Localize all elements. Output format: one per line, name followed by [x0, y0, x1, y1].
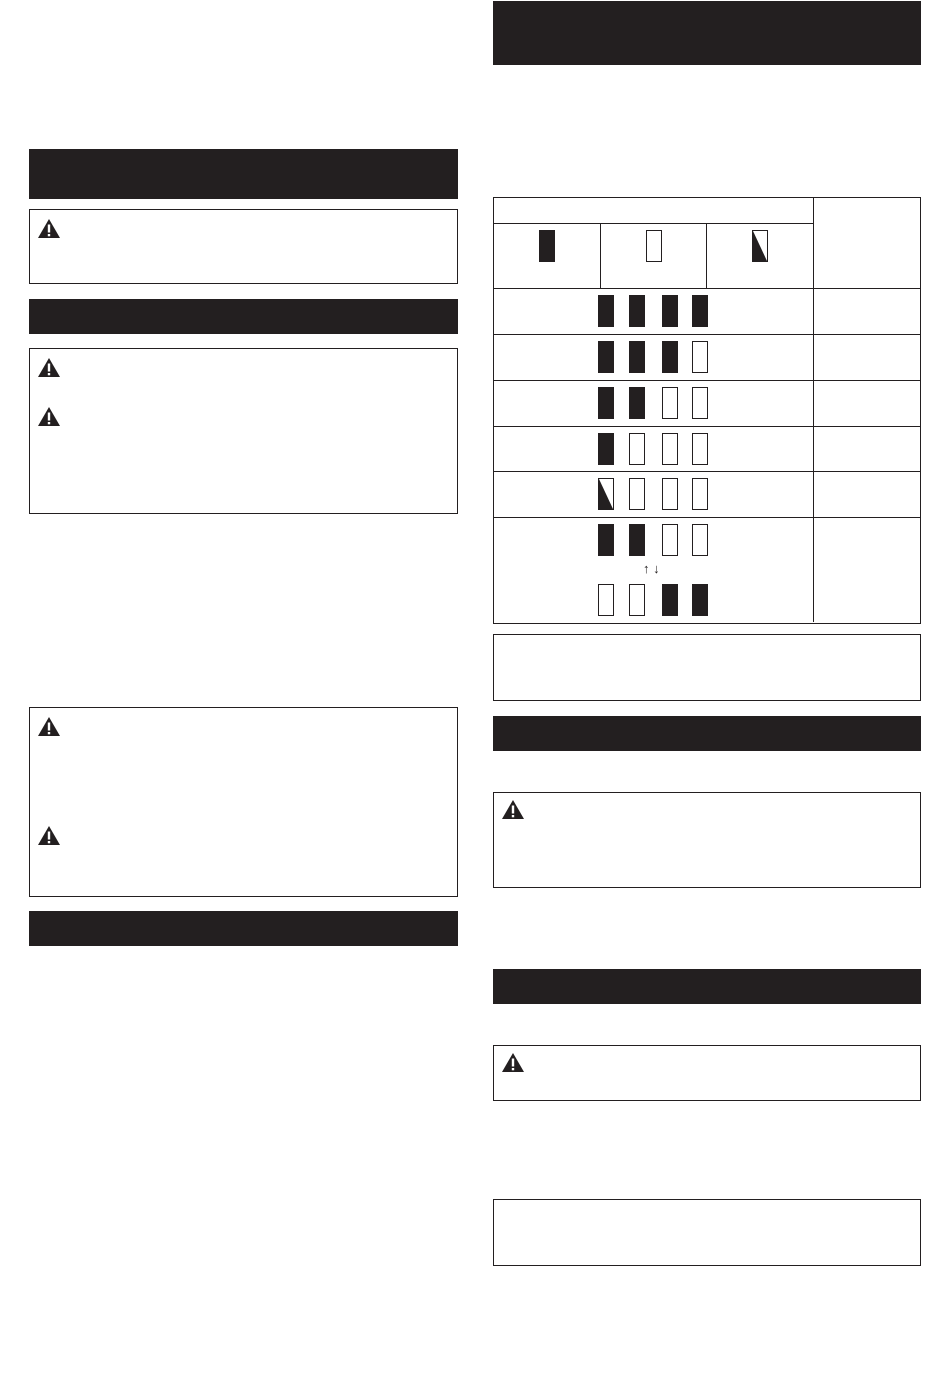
indicator-cell-r1-c2 [629, 295, 645, 327]
indicator-cell-r5-c4 [692, 478, 708, 510]
indicator-cell-alt-c1 [598, 584, 614, 616]
alternating-arrows: ↑ ↓ [643, 561, 660, 576]
warning-triangle-icon [37, 406, 61, 427]
indicator-cell-r3-c3 [662, 387, 678, 419]
indicator-cell-r5-c3 [662, 478, 678, 510]
warning-box-3 [29, 707, 458, 897]
warning-box-4 [493, 792, 921, 888]
section-header-bar-5 [493, 716, 921, 751]
note-box-1 [493, 634, 921, 701]
indicator-cell-r4-c2 [629, 433, 645, 465]
indicator-cell-r4-c1 [598, 433, 614, 465]
warning-triangle-icon [37, 825, 61, 846]
legend-blinking-indicator [752, 230, 768, 262]
indicator-cell-r2-c2 [629, 341, 645, 373]
warning-triangle-icon [37, 357, 61, 378]
indicator-cell-r5-c2 [629, 478, 645, 510]
indicator-cell-r3-c1 [598, 387, 614, 419]
indicator-cell-r6-c2 [629, 524, 645, 556]
indicator-cell-r4-c3 [662, 433, 678, 465]
indicator-cell-r6-c4 [692, 524, 708, 556]
section-header-bar-3 [29, 911, 458, 946]
legend-off-indicator [646, 230, 662, 262]
indicator-cell-r1-c1 [598, 295, 614, 327]
legend-lit-indicator [539, 230, 555, 262]
indicator-cell-r1-c3 [662, 295, 678, 327]
indicator-cell-r3-c2 [629, 387, 645, 419]
warning-triangle-icon [501, 799, 525, 820]
warning-triangle-icon [37, 218, 61, 239]
indicator-cell-r2-c4 [692, 341, 708, 373]
indicator-cell-r4-c4 [692, 433, 708, 465]
section-header-bar-6 [493, 969, 921, 1004]
indicator-cell-r5-c1 [598, 478, 614, 510]
indicator-cell-alt-c4 [692, 584, 708, 616]
indicator-cell-alt-c2 [629, 584, 645, 616]
warning-box-5 [493, 1045, 921, 1101]
warning-triangle-icon [501, 1052, 525, 1073]
indicator-cell-r6-c3 [662, 524, 678, 556]
indicator-cell-r3-c4 [692, 387, 708, 419]
indicator-cell-alt-c3 [662, 584, 678, 616]
section-header-bar-2 [29, 299, 458, 334]
warning-box-2 [29, 348, 458, 514]
warning-triangle-icon [37, 716, 61, 737]
note-box-2 [493, 1199, 921, 1266]
section-header-bar-4 [493, 1, 921, 65]
indicator-cell-r1-c4 [692, 295, 708, 327]
indicator-table [493, 197, 921, 624]
indicator-cell-r6-c1 [598, 524, 614, 556]
indicator-cell-r2-c3 [662, 341, 678, 373]
warning-box-1 [29, 209, 458, 284]
indicator-cell-r2-c1 [598, 341, 614, 373]
section-header-bar-1 [29, 149, 458, 199]
